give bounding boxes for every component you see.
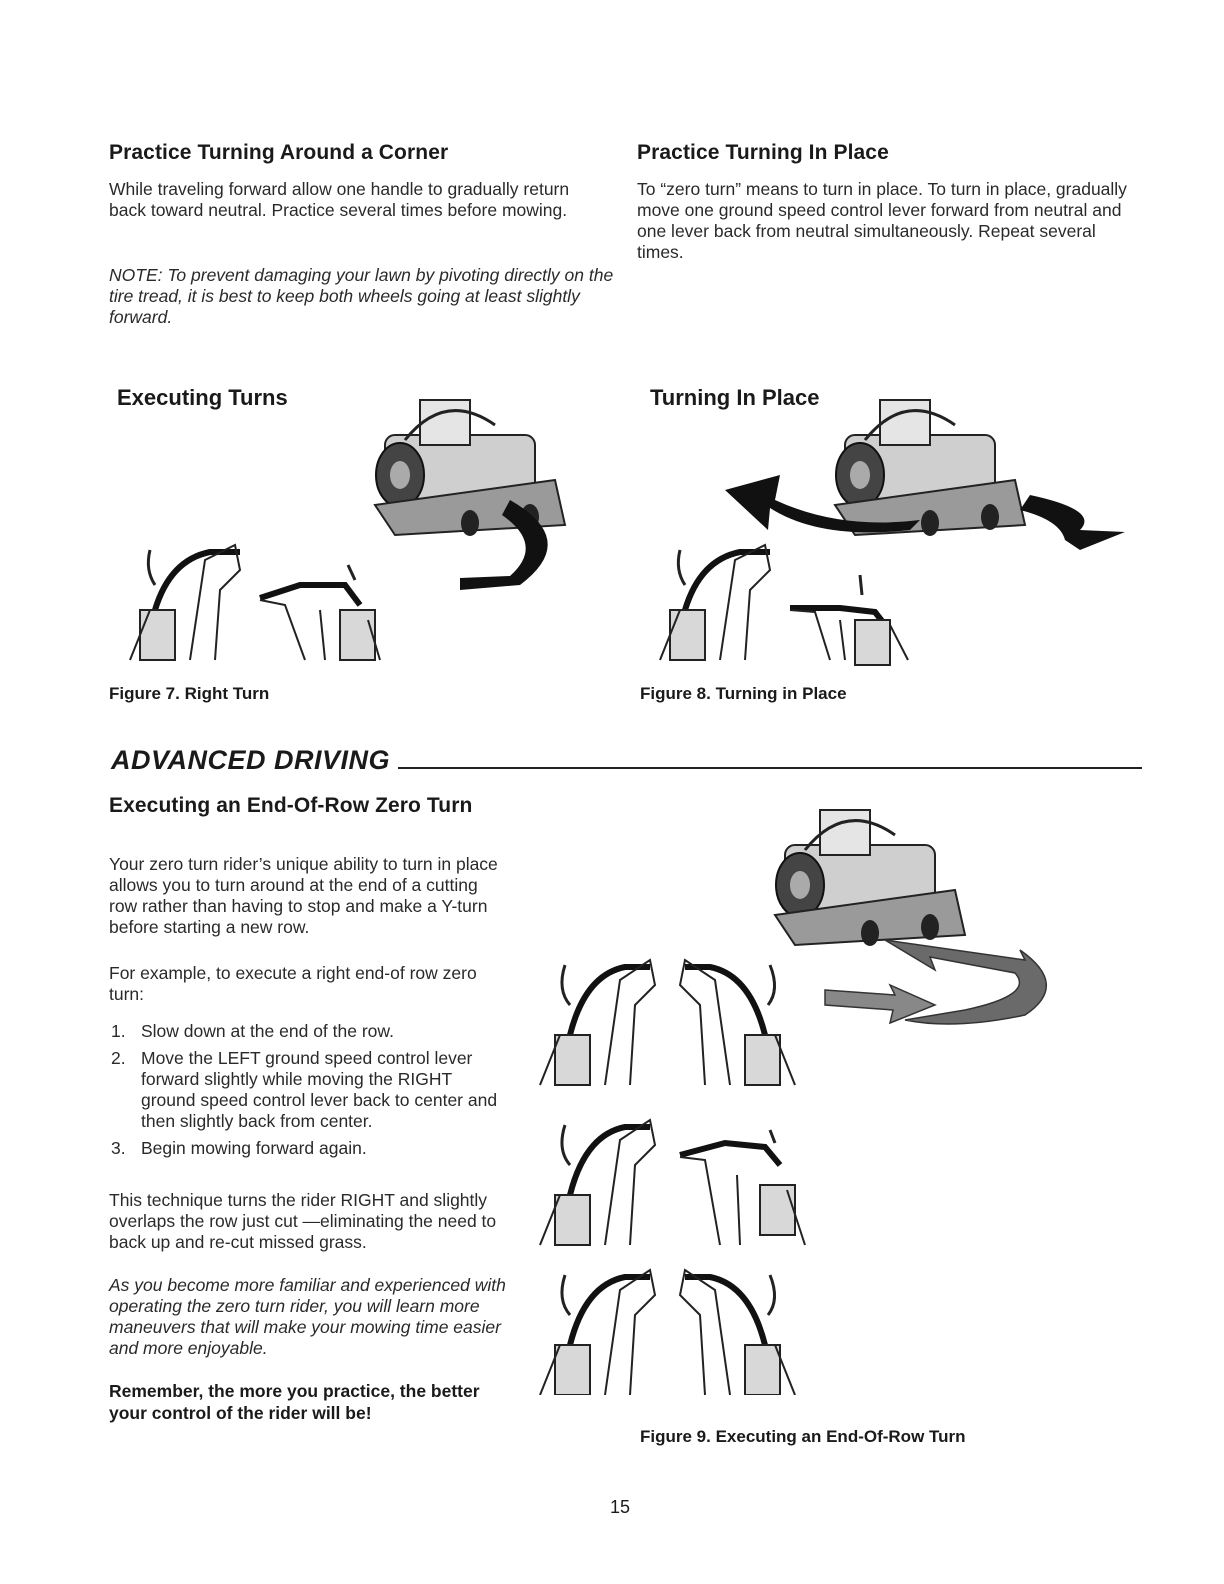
control-levers-illustration bbox=[540, 960, 795, 1085]
section-title: ADVANCED DRIVING bbox=[111, 745, 391, 775]
figure7-label: Executing Turns bbox=[117, 385, 288, 410]
turn-arrow-icon bbox=[825, 940, 1046, 1024]
experience-note: As you become more familiar and experienced with operating the zero turn rider, you will learn more maneuvers that will make your mowing time easier and more enjoyable. bbox=[109, 1275, 506, 1358]
control-levers-illustration bbox=[540, 1120, 805, 1245]
figure8-caption: Figure 8. Turning in Place bbox=[640, 684, 847, 703]
practice-corner-body: While traveling forward allow one handle to gradually return back toward neutral. Practice several times before mowing. bbox=[109, 179, 570, 220]
end-of-row-intro: Your zero turn rider’s unique ability to turn in place allows you to turn around at the end of a cutting row rather than having to stop and make a Y-turn before starting a new row. bbox=[109, 854, 498, 937]
steps-list bbox=[111, 1021, 511, 1165]
figure8-label: Turning In Place bbox=[650, 385, 820, 410]
page-number: 15 bbox=[609, 1497, 631, 1517]
heading-end-of-row: Executing an End-Of-Row Zero Turn bbox=[109, 794, 473, 817]
section-rule bbox=[398, 767, 1142, 769]
remember-text: Remember, the more you practice, the better your control of the rider will be! bbox=[109, 1381, 480, 1423]
control-levers-illustration bbox=[130, 545, 380, 660]
end-of-row-example: For example, to execute a right end-of row zero turn: bbox=[109, 963, 477, 1004]
figure9-caption: Figure 9. Executing an End-Of-Row Turn bbox=[640, 1427, 966, 1446]
mower-illustration bbox=[835, 400, 1025, 536]
figure9-illustration bbox=[525, 795, 1085, 1395]
practice-corner-note: NOTE: To prevent damaging your lawn by pivoting directly on the tire tread, it is best to keep both wheels going at least slightly forward. bbox=[109, 265, 614, 327]
heading-practice-in-place: Practice Turning In Place bbox=[637, 141, 889, 164]
mower-illustration bbox=[375, 400, 565, 536]
practice-in-place-body: To “zero turn” means to turn in place. To turn in place, gradually move one ground speed control lever forward from neutral and one lever back from neutral simultaneously. Repeat several times. bbox=[637, 179, 1127, 262]
figure8-illustration bbox=[640, 380, 1130, 670]
mower-illustration bbox=[775, 810, 965, 946]
figure7-caption: Figure 7. Right Turn bbox=[109, 684, 270, 703]
figure7-illustration bbox=[110, 380, 580, 670]
list-item: 2. Move the LEFT ground speed control lever forward slightly while moving the RIGHT ground speed control lever back to center and then slightly back from center. bbox=[111, 1048, 498, 1131]
list-item: 1. Slow down at the end of the row. bbox=[111, 1021, 394, 1041]
technique-text: This technique turns the rider RIGHT and slightly overlaps the row just cut —eliminating the need to back up and re-cut missed grass. bbox=[109, 1190, 497, 1252]
list-item: 3. Begin mowing forward again. bbox=[111, 1138, 367, 1158]
control-levers-illustration bbox=[540, 1270, 795, 1395]
heading-practice-corner: Practice Turning Around a Corner bbox=[109, 141, 449, 164]
control-levers-illustration bbox=[660, 545, 908, 665]
